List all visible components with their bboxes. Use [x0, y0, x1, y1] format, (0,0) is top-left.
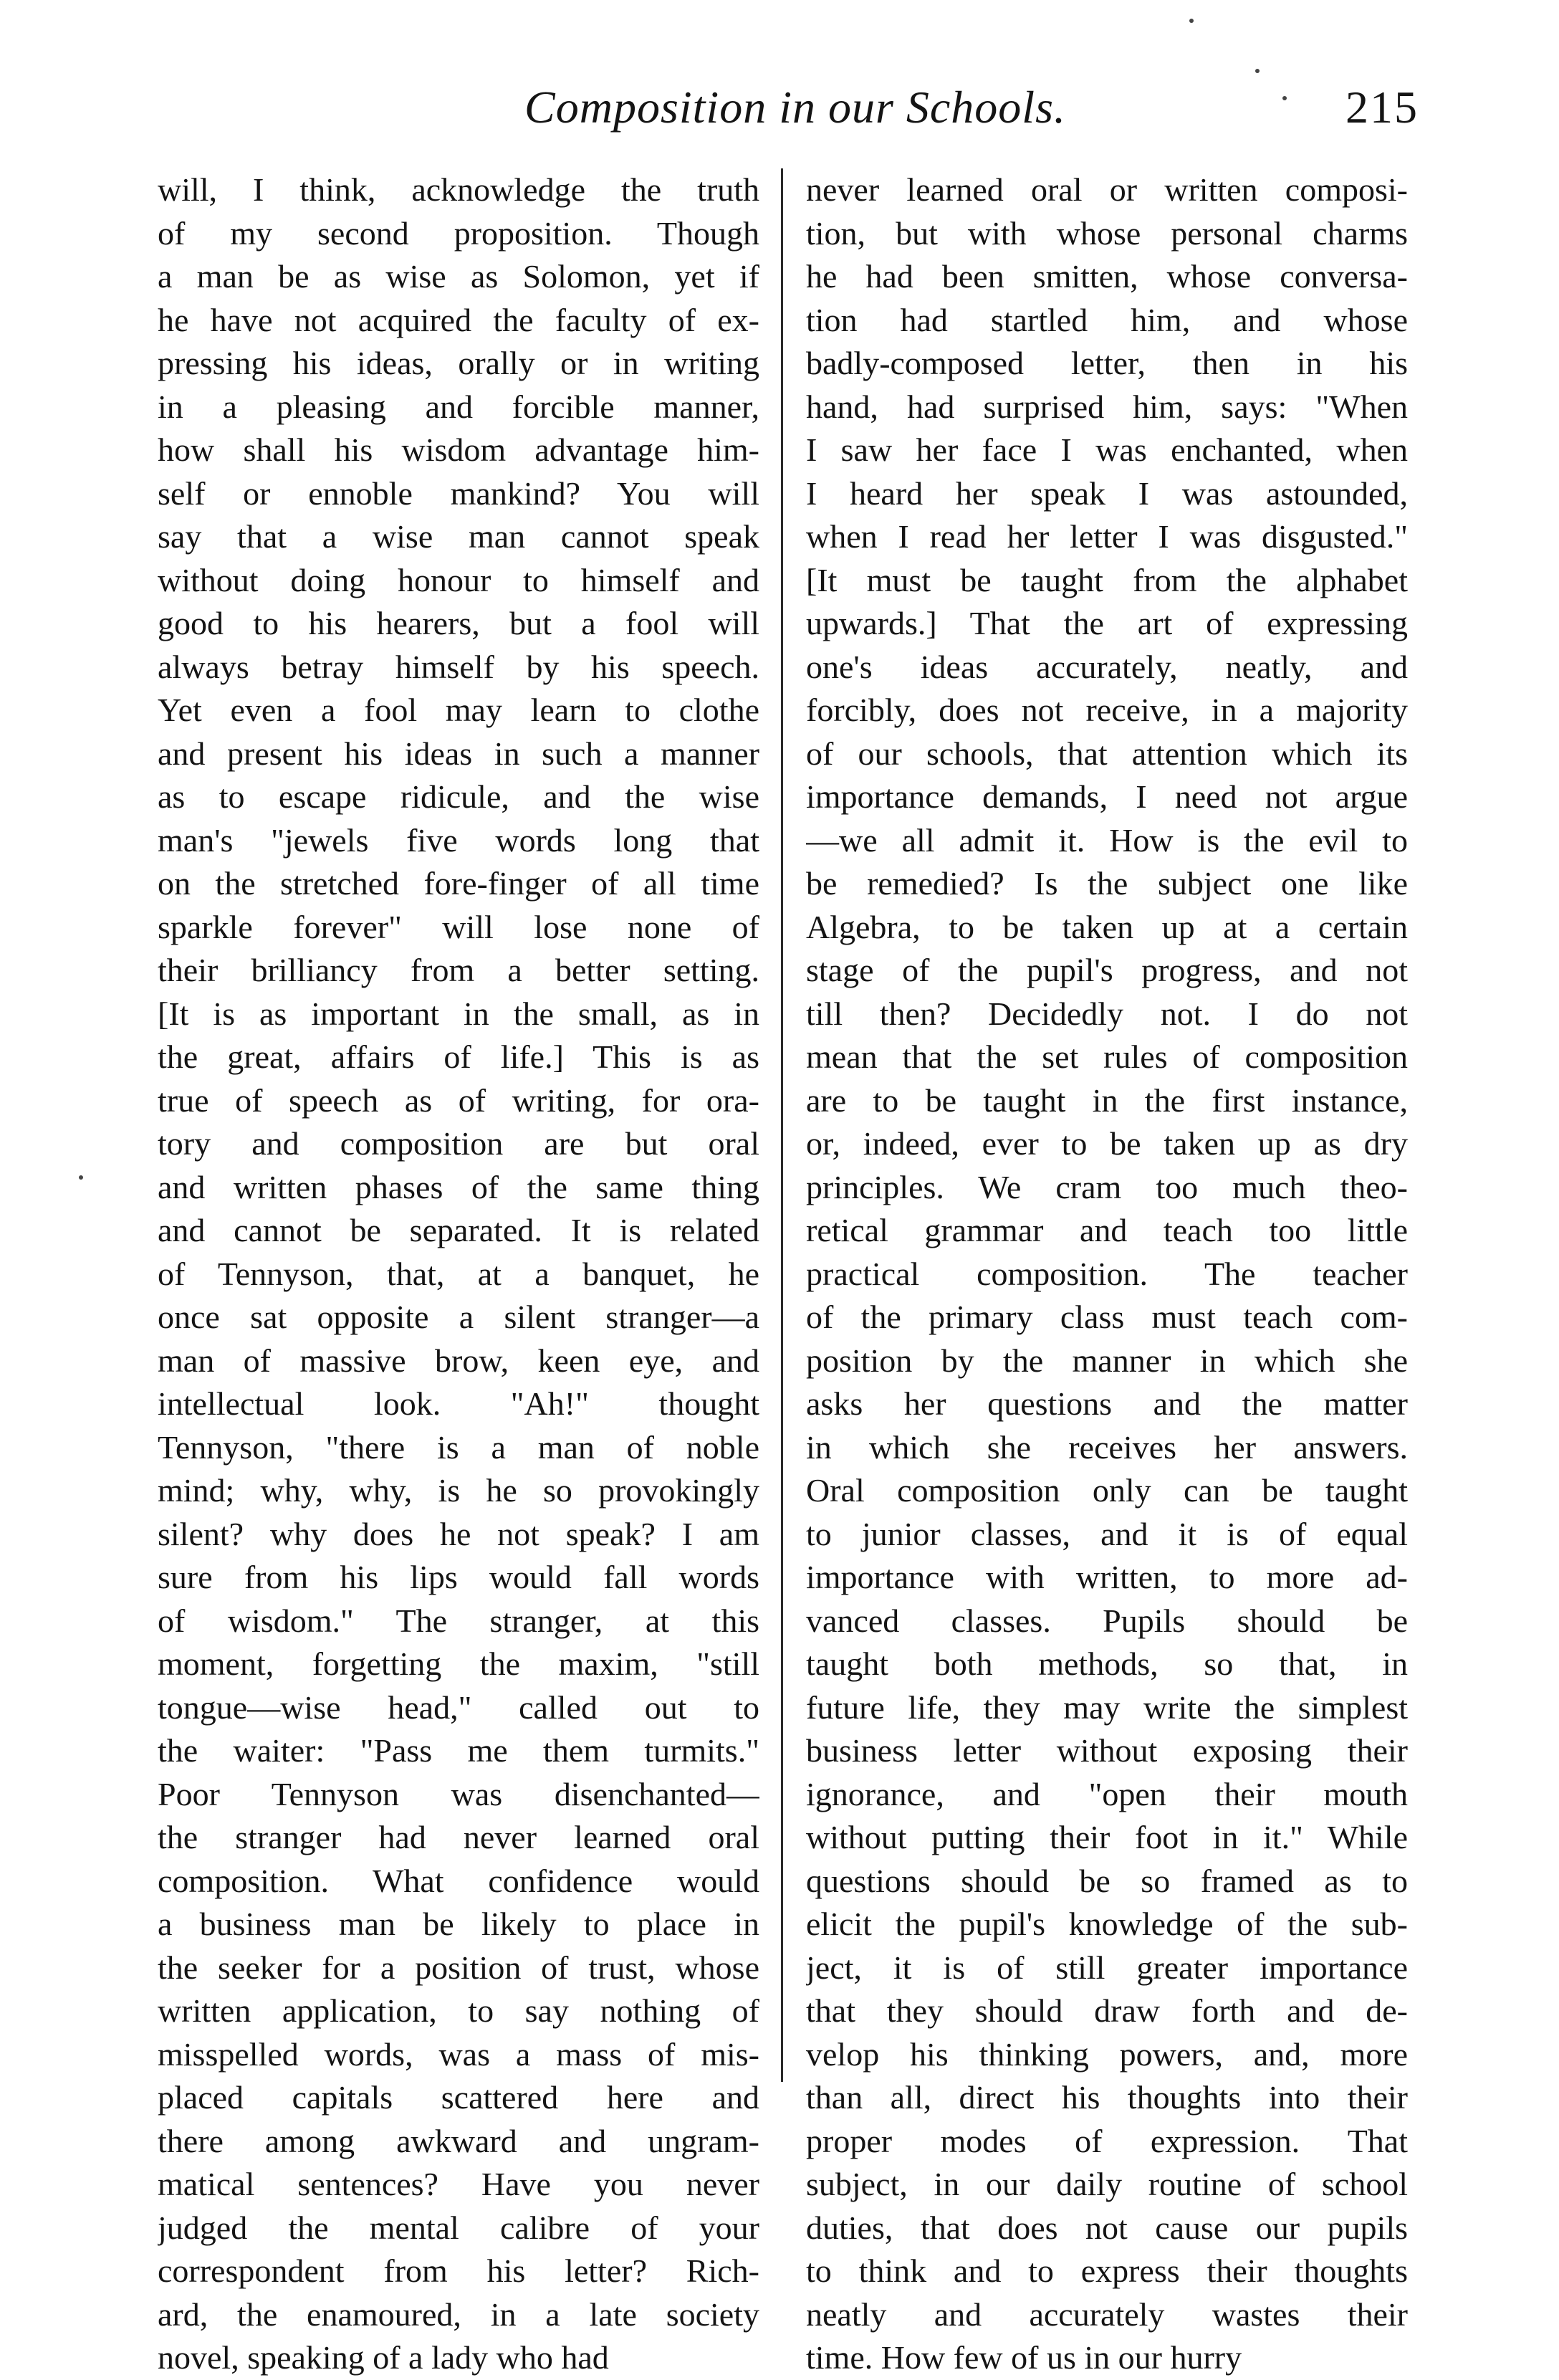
text-line: asks her questions and the matter	[806, 1385, 1408, 1422]
text-line: in which she receives her answers.	[806, 1428, 1408, 1466]
text-line: of wisdom." The stranger, at this	[158, 1602, 759, 1639]
text-line: ard, the enamoured, in a late society	[158, 2295, 759, 2333]
text-line: correspondent from his letter? Rich-	[158, 2252, 759, 2289]
text-line: will, I think, acknowledge the truth	[158, 171, 759, 208]
text-line: [It is as important in the small, as in	[158, 995, 759, 1032]
text-line: never learned oral or written composi-	[806, 171, 1408, 208]
print-speck	[1282, 96, 1287, 100]
text-line: one's ideas accurately, neatly, and	[806, 648, 1408, 685]
text-line: composition. What confidence would	[158, 1862, 759, 1899]
text-line: upwards.] That the art of expressing	[806, 605, 1408, 641]
text-line: subject, in our daily routine of school	[806, 2166, 1408, 2202]
text-line: once sat opposite a silent stranger—a	[158, 1299, 759, 1335]
text-line: a business man be likely to place in	[158, 1906, 759, 1942]
text-line: tion, but with whose personal charms	[806, 214, 1408, 252]
text-line: [It must be taught from the alphabet	[806, 561, 1408, 598]
text-line: stage of the pupil's progress, and not	[806, 952, 1408, 988]
text-line: written application, to say nothing of	[158, 1992, 759, 2029]
text-line: the great, affairs of life.] This is as	[158, 1038, 759, 1075]
text-line: be remedied? Is the subject one like	[806, 865, 1408, 902]
text-line: time. How few of us in our hurry	[806, 2339, 1242, 2376]
text-line: good to his hearers, but a fool will	[158, 605, 759, 641]
text-line: matical sentences? Have you never	[158, 2166, 759, 2202]
left-text-column	[158, 168, 759, 2380]
text-line: duties, that does not cause our pupils	[806, 2209, 1408, 2246]
text-line: and present his ideas in such a manner	[158, 735, 759, 772]
text-line: importance demands, I need not argue	[806, 778, 1408, 815]
text-line: of the primary class must teach com-	[806, 1299, 1408, 1335]
text-line: till then? Decidedly not. I do not	[806, 995, 1408, 1032]
column-divider	[781, 168, 783, 2082]
text-line: ject, it is of still greater importance	[806, 1949, 1408, 1986]
right-text-column	[806, 168, 1408, 2380]
text-line: placed capitals scattered here and	[158, 2079, 759, 2116]
text-line: retical grammar and teach too little	[806, 1212, 1408, 1248]
text-line: how shall his wisdom advantage him-	[158, 431, 759, 468]
running-title: Composition in our Schools.	[524, 82, 1066, 133]
text-line: importance with written, to more ad-	[806, 1559, 1408, 1595]
text-line: business letter without exposing their	[806, 1732, 1408, 1769]
text-line: sure from his lips would fall words	[158, 1559, 759, 1595]
text-line: misspelled words, was a mass of mis-	[158, 2035, 759, 2073]
text-line: novel, speaking of a lady who had	[158, 2339, 609, 2376]
text-line: position by the manner in which she	[806, 1342, 1408, 1379]
print-speck	[79, 1175, 83, 1180]
text-line: without putting their foot in it." While	[806, 1819, 1408, 1855]
text-line: intellectual look. "Ah!" thought	[158, 1385, 759, 1422]
text-line: man of massive brow, keen eye, and	[158, 1342, 759, 1379]
text-line: he have not acquired the faculty of ex-	[158, 301, 759, 338]
text-line: that they should draw forth and de-	[806, 1992, 1408, 2029]
text-line: Algebra, to be taken up at a certain	[806, 908, 1408, 945]
text-line: of our schools, that attention which its	[806, 735, 1408, 772]
text-line: their brilliancy from a better setting.	[158, 952, 759, 988]
text-line: proper modes of expression. That	[806, 2122, 1408, 2159]
text-line: practical composition. The teacher	[806, 1255, 1408, 1292]
text-line: in a pleasing and forcible manner,	[158, 388, 759, 425]
text-line: always betray himself by his speech.	[158, 648, 759, 685]
text-line: there among awkward and ungram-	[158, 2122, 759, 2159]
text-line: —we all admit it. How is the evil to	[806, 821, 1408, 859]
text-line: say that a wise man cannot speak	[158, 518, 759, 555]
page-header	[172, 79, 1419, 136]
text-line: tion had startled him, and whose	[806, 301, 1408, 338]
text-line: neatly and accurately wastes their	[806, 2295, 1408, 2333]
text-line: principles. We cram too much theo-	[806, 1168, 1408, 1205]
text-line: Oral composition only can be taught	[806, 1472, 1408, 1509]
text-line: tongue—wise head," called out to	[158, 1688, 759, 1726]
text-line: or, indeed, ever to be taken up as dry	[806, 1125, 1408, 1162]
text-line: Poor Tennyson was disenchanted—	[158, 1775, 759, 1812]
text-line: as to escape ridicule, and the wise	[158, 778, 759, 815]
text-line: Tennyson, "there is a man of noble	[158, 1428, 759, 1466]
text-line: are to be taught in the first instance,	[806, 1081, 1408, 1119]
text-line: I saw her face I was enchanted, when	[806, 431, 1408, 468]
text-line: of my second proposition. Though	[158, 214, 759, 252]
text-line: than all, direct his thoughts into their	[806, 2079, 1408, 2116]
print-speck	[1189, 19, 1194, 23]
text-line: and cannot be separated. It is related	[158, 1212, 759, 1248]
text-line: hand, had surprised him, says: "When	[806, 388, 1408, 425]
text-line: of Tennyson, that, at a banquet, he	[158, 1255, 759, 1292]
text-line: mind; why, why, is he so provokingly	[158, 1472, 759, 1509]
text-line: badly-composed letter, then in his	[806, 345, 1408, 381]
text-line: judged the mental calibre of your	[158, 2209, 759, 2246]
text-line: forcibly, does not receive, in a majority	[806, 692, 1408, 728]
text-line: I heard her speak I was astounded,	[806, 474, 1408, 512]
text-line: taught both methods, so that, in	[806, 1645, 1408, 1682]
text-line: ignorance, and "open their mouth	[806, 1775, 1408, 1812]
text-line: the seeker for a position of trust, whose	[158, 1949, 759, 1986]
text-line: man's "jewels five words long that	[158, 821, 759, 859]
print-speck	[1255, 69, 1260, 73]
text-line: velop his thinking powers, and, more	[806, 2035, 1408, 2073]
text-line: sparkle forever" will lose none of	[158, 908, 759, 945]
text-line: to think and to express their thoughts	[806, 2252, 1408, 2289]
text-line: to junior classes, and it is of equal	[806, 1515, 1408, 1552]
text-line: vanced classes. Pupils should be	[806, 1602, 1408, 1639]
text-line: questions should be so framed as to	[806, 1862, 1408, 1899]
text-line: and written phases of the same thing	[158, 1168, 759, 1205]
text-line: tory and composition are but oral	[158, 1125, 759, 1162]
text-line: Yet even a fool may learn to clothe	[158, 692, 759, 728]
text-line: a man be as wise as Solomon, yet if	[158, 258, 759, 295]
text-line: silent? why does he not speak? I am	[158, 1515, 759, 1552]
text-line: on the stretched fore-finger of all time	[158, 865, 759, 902]
text-line: when I read her letter I was disgusted."	[806, 518, 1408, 555]
text-line: he had been smitten, whose conversa-	[806, 258, 1408, 295]
text-line: self or ennoble mankind? You will	[158, 474, 759, 512]
text-line: true of speech as of writing, for ora-	[158, 1081, 759, 1119]
text-line: pressing his ideas, orally or in writing	[158, 345, 759, 381]
text-line: moment, forgetting the maxim, "still	[158, 1645, 759, 1682]
page-number: 215	[1345, 82, 1419, 133]
text-line: mean that the set rules of composition	[806, 1038, 1408, 1075]
text-line: future life, they may write the simplest	[806, 1688, 1408, 1726]
text-line: without doing honour to himself and	[158, 561, 759, 598]
text-line: the waiter: "Pass me them turmits."	[158, 1732, 759, 1769]
text-line: the stranger had never learned oral	[158, 1819, 759, 1855]
text-line: elicit the pupil's knowledge of the sub-	[806, 1906, 1408, 1942]
